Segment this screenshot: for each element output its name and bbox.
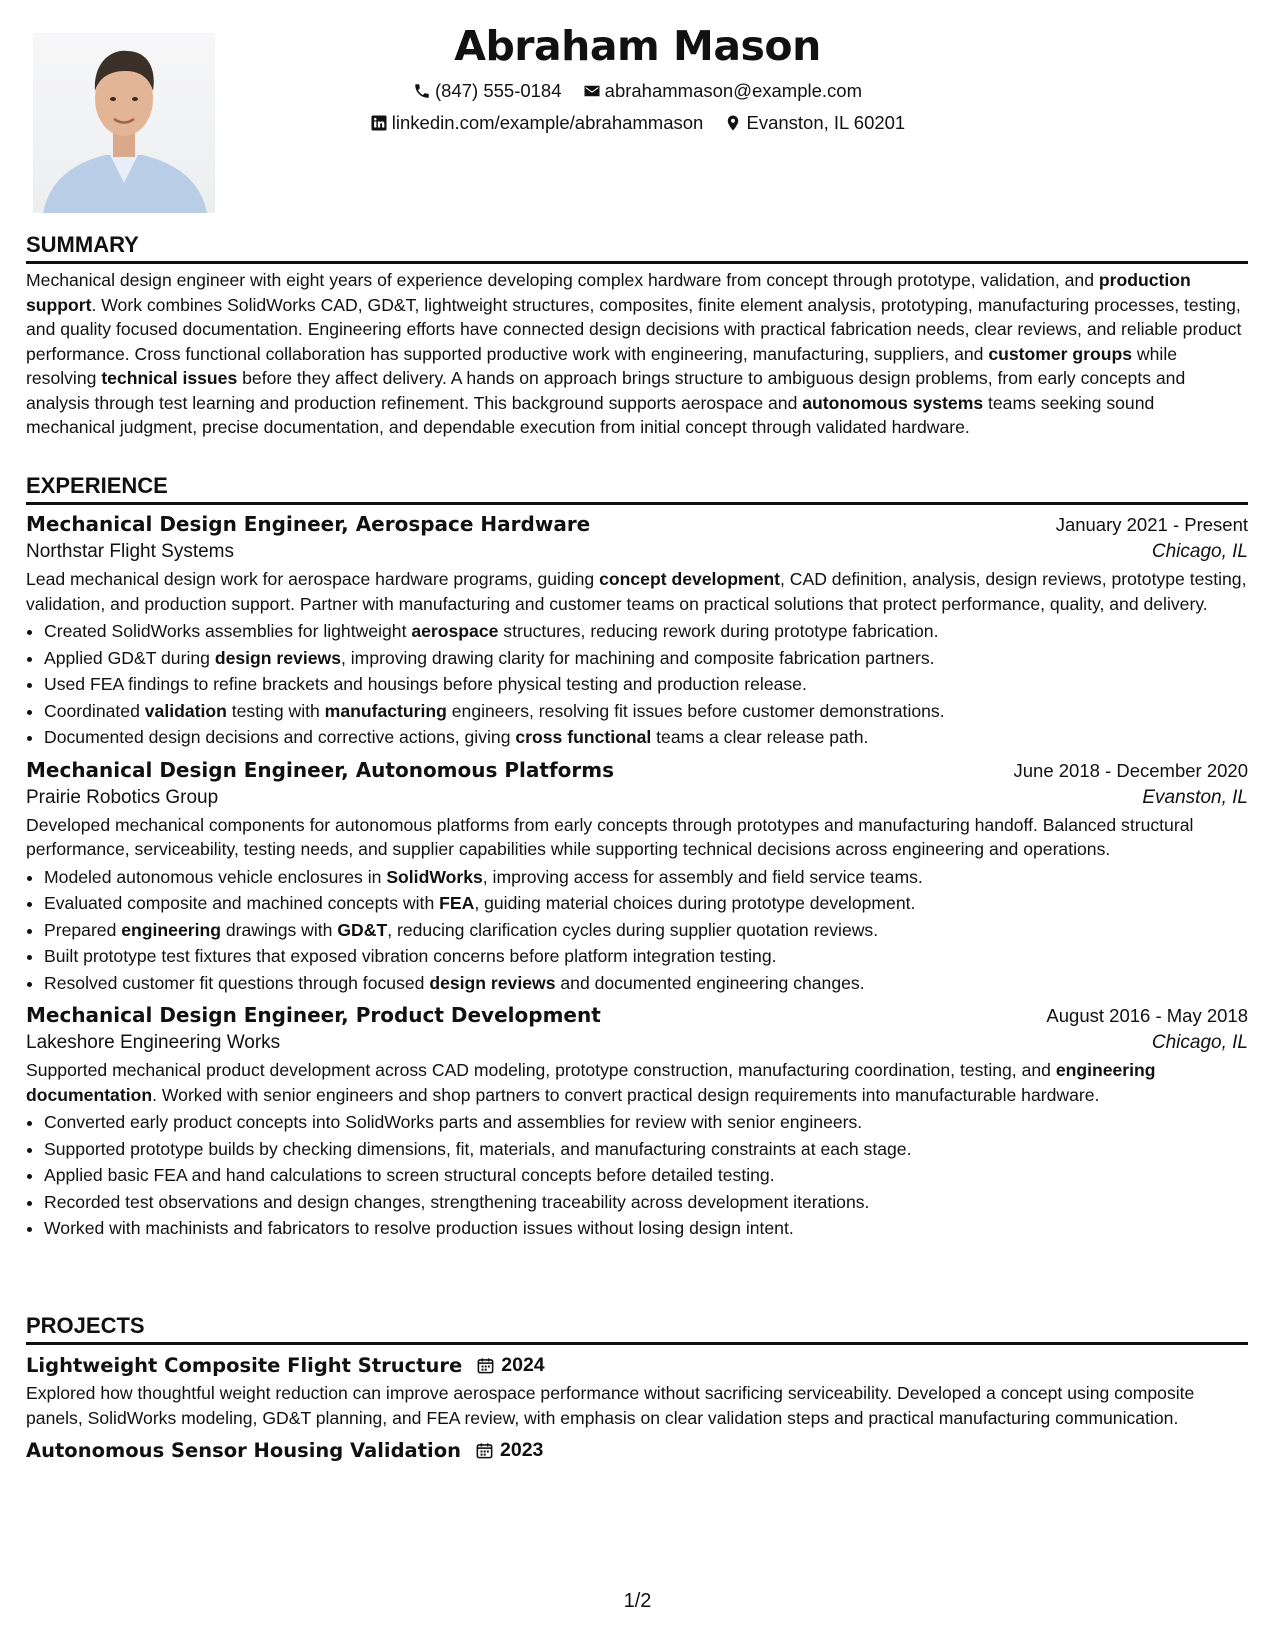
text-run: testing with	[226, 700, 325, 721]
bullet-item	[44, 917, 1248, 944]
bullet-item	[44, 1136, 1248, 1163]
text-run: Applied GD&T during	[44, 647, 215, 668]
bullet-item	[44, 1109, 1248, 1136]
text-run: Used FEA findings to refine brackets and housings before physical testing and production release.	[44, 674, 807, 694]
text-run: , CAD definition, analysis, design reviews, prototype testing, validation, and production support. Partner with manufacturing and customer teams on practical solutions that protect performance, quality, and delivery.	[26, 569, 1247, 614]
text-run: before they affect delivery. A hands on approach brings structure to ambiguous design problems, from early concepts and analysis through test learning and production refinement. This background supports aerospace and	[26, 368, 1186, 413]
bold-text: engineering	[121, 919, 221, 940]
text-run: , guiding material choices during prototype development.	[474, 893, 916, 913]
text-run: , improving access for assembly and field service teams.	[482, 866, 923, 887]
text-run: Recorded test observations and design changes, strengthening traceability across development iterations.	[44, 1191, 870, 1212]
envelope-icon	[583, 82, 601, 100]
experience-section	[26, 473, 1248, 1242]
text-run: drawings with	[220, 919, 338, 940]
text-run: Modeled autonomous vehicle enclosures in	[44, 866, 387, 887]
project-title: Lightweight Composite Flight Structure	[26, 1354, 463, 1377]
bold-text: cross functional	[515, 727, 652, 747]
project-description: Explored how thoughtful weight reduction can improve aerospace performance without sacrificing serviceability. Developed a concept using composite panels, SolidWorks modeling, GD&T planning, and FEA review, with emphasis on clear validation steps and practical manufacturing communication.	[26, 1383, 1195, 1428]
bold-text: aerospace	[411, 621, 499, 641]
candidate-name: Abraham Mason	[454, 22, 821, 70]
summary-heading: SUMMARY	[26, 232, 1248, 264]
job-location: Evanston, IL	[1142, 786, 1248, 808]
email-text: abrahammason@example.com	[604, 80, 862, 101]
text-run: Prepared	[44, 919, 122, 940]
bold-text: production support	[26, 270, 1191, 315]
job-company: Prairie Robotics Group	[26, 786, 219, 808]
summary-text	[26, 268, 1248, 440]
contact-row-1	[0, 80, 1275, 105]
linkedin-icon	[370, 114, 388, 132]
project-year: 2024	[501, 1354, 545, 1376]
text-run: Created SolidWorks assemblies for lightweight	[44, 621, 412, 641]
text-run: Evaluated composite and machined concepts with	[44, 893, 440, 913]
job-description	[26, 813, 1248, 862]
job-bullets	[26, 1109, 1248, 1242]
text-run: Built prototype test fixtures that exposed vibration concerns before platform integration testing.	[44, 946, 777, 966]
text-run: engineers, resolving fit issues before customer demonstrations.	[446, 700, 945, 721]
map-pin-icon	[724, 114, 742, 132]
job-bullets	[26, 864, 1248, 997]
bullet-item	[44, 1162, 1248, 1189]
text-run: teams a clear release path.	[651, 727, 869, 747]
bold-text: FEA	[439, 893, 475, 913]
job-entry	[26, 1003, 1248, 1242]
bullet-item	[44, 1189, 1248, 1216]
bullet-item	[44, 671, 1248, 698]
project-title: Autonomous Sensor Housing Validation	[26, 1439, 461, 1462]
job-company: Northstar Flight Systems	[26, 541, 234, 562]
job-entry	[26, 512, 1248, 751]
job-company: Lakeshore Engineering Works	[26, 1032, 281, 1053]
bold-text: customer groups	[988, 343, 1133, 364]
job-entry	[26, 758, 1248, 997]
summary-section	[26, 232, 1248, 440]
text-run: teams seeking sound mechanical judgment, precise documentation, and dependable execution from initial concept through validated hardware.	[26, 392, 1155, 437]
text-run: Developed mechanical components for autonomous platforms from early concepts through prototypes and manufacturing handoff. Balanced structural performance, serviceability, testing needs, and supplier capabilities while supporting technical decisions across engineering and operations.	[26, 814, 1194, 859]
job-title: Mechanical Design Engineer, Aerospace Hardware	[26, 512, 591, 536]
text-run: Worked with machinists and fabricators to resolve production issues without losing design intent.	[44, 1218, 794, 1238]
contact-row-2	[0, 112, 1275, 137]
bold-text: design reviews	[429, 972, 556, 993]
bold-text: GD&T	[337, 919, 388, 940]
bullet-item	[44, 1215, 1248, 1242]
project-entry	[26, 1354, 1248, 1430]
text-run: and documented engineering changes.	[555, 972, 865, 993]
job-dates: June 2018 - December 2020	[1013, 759, 1248, 781]
job-location: Chicago, IL	[1151, 1032, 1248, 1053]
text-run: Applied basic FEA and hand calculations to screen structural concepts before detailed testing.	[44, 1165, 775, 1185]
bold-text: validation	[144, 700, 227, 721]
bullet-item	[44, 890, 1248, 917]
text-run: Converted early product concepts into SolidWorks parts and assemblies for review with senior engineers.	[44, 1112, 863, 1132]
bullet-item	[44, 645, 1248, 672]
job-description	[26, 1058, 1248, 1107]
bullet-item	[44, 970, 1248, 997]
text-run: Coordinated	[44, 700, 145, 721]
linkedin-text: linkedin.com/example/abrahammason	[391, 112, 704, 133]
bold-text: engineering documentation	[26, 1060, 1156, 1105]
email-contact[interactable]	[583, 80, 862, 102]
text-run: while resolving	[26, 343, 1178, 388]
bold-text: SolidWorks	[386, 866, 483, 887]
job-bullets	[26, 618, 1248, 751]
project-entry	[26, 1439, 1248, 1462]
text-run: Resolved customer fit questions through focused	[44, 972, 430, 993]
text-run: Documented design decisions and corrective actions, giving	[44, 727, 516, 747]
experience-heading: EXPERIENCE	[26, 473, 1248, 505]
text-run: . Work combines SolidWorks CAD, GD&T, lightweight structures, composites, finite element analysis, prototyping, manufacturing processes, testing, and quality focused documentation. Engineering efforts have connected design decisions with practical fabrication needs, clear reviews, and reliable product performance. Cross functional collaboration has supported productive work with engineering, manufacturing, suppliers, and	[26, 294, 1242, 364]
text-run: Lead mechanical design work for aerospace hardware programs, guiding	[26, 569, 600, 589]
phone-contact[interactable]	[413, 80, 562, 102]
text-run: Supported mechanical product development across CAD modeling, prototype construction, manufacturing coordination, testing, and	[26, 1060, 1056, 1080]
projects-heading: PROJECTS	[26, 1313, 1248, 1345]
text-run: structures, reducing rework during prototype fabrication.	[498, 621, 939, 641]
bold-text: technical issues	[101, 368, 238, 388]
phone-text: (847) 555-0184	[435, 80, 562, 101]
phone-icon	[413, 82, 431, 100]
text-run: Supported prototype builds by checking dimensions, fit, materials, and manufacturing constraints at each stage.	[44, 1138, 912, 1159]
bold-text: autonomous systems	[802, 392, 984, 413]
bullet-item	[44, 618, 1248, 645]
text-run: Mechanical design engineer with eight years of experience developing complex hardware from concept through prototype, validation, and	[26, 270, 1099, 290]
job-title: Mechanical Design Engineer, Autonomous Platforms	[26, 757, 614, 782]
location-contact	[724, 112, 905, 134]
location-text: Evanston, IL 60201	[746, 112, 906, 133]
calendar-icon	[476, 1356, 495, 1375]
bold-text: manufacturing	[324, 700, 447, 721]
bold-text: concept development	[599, 569, 780, 589]
bullet-item	[44, 698, 1248, 725]
job-title: Mechanical Design Engineer, Product Development	[26, 1003, 601, 1027]
bullet-item	[44, 724, 1248, 751]
bullet-item	[44, 864, 1248, 891]
job-description	[26, 567, 1248, 616]
text-run: , improving drawing clarity for machining and composite fabrication partners.	[340, 647, 935, 668]
text-run: , reducing clarification cycles during supplier quotation reviews.	[387, 919, 879, 940]
job-dates: January 2021 - Present	[1055, 514, 1248, 535]
projects-section	[26, 1313, 1248, 1462]
bullet-item	[44, 943, 1248, 970]
project-year: 2023	[500, 1439, 544, 1461]
page-number: 1/2	[623, 1590, 652, 1612]
text-run: . Worked with senior engineers and shop partners to convert practical design requirements into manufacturable hardware.	[152, 1084, 1100, 1105]
job-location: Chicago, IL	[1151, 541, 1248, 562]
linkedin-contact[interactable]	[370, 112, 704, 134]
calendar-icon	[475, 1441, 494, 1460]
job-dates: August 2016 - May 2018	[1046, 1005, 1248, 1026]
bold-text: design reviews	[214, 647, 341, 668]
